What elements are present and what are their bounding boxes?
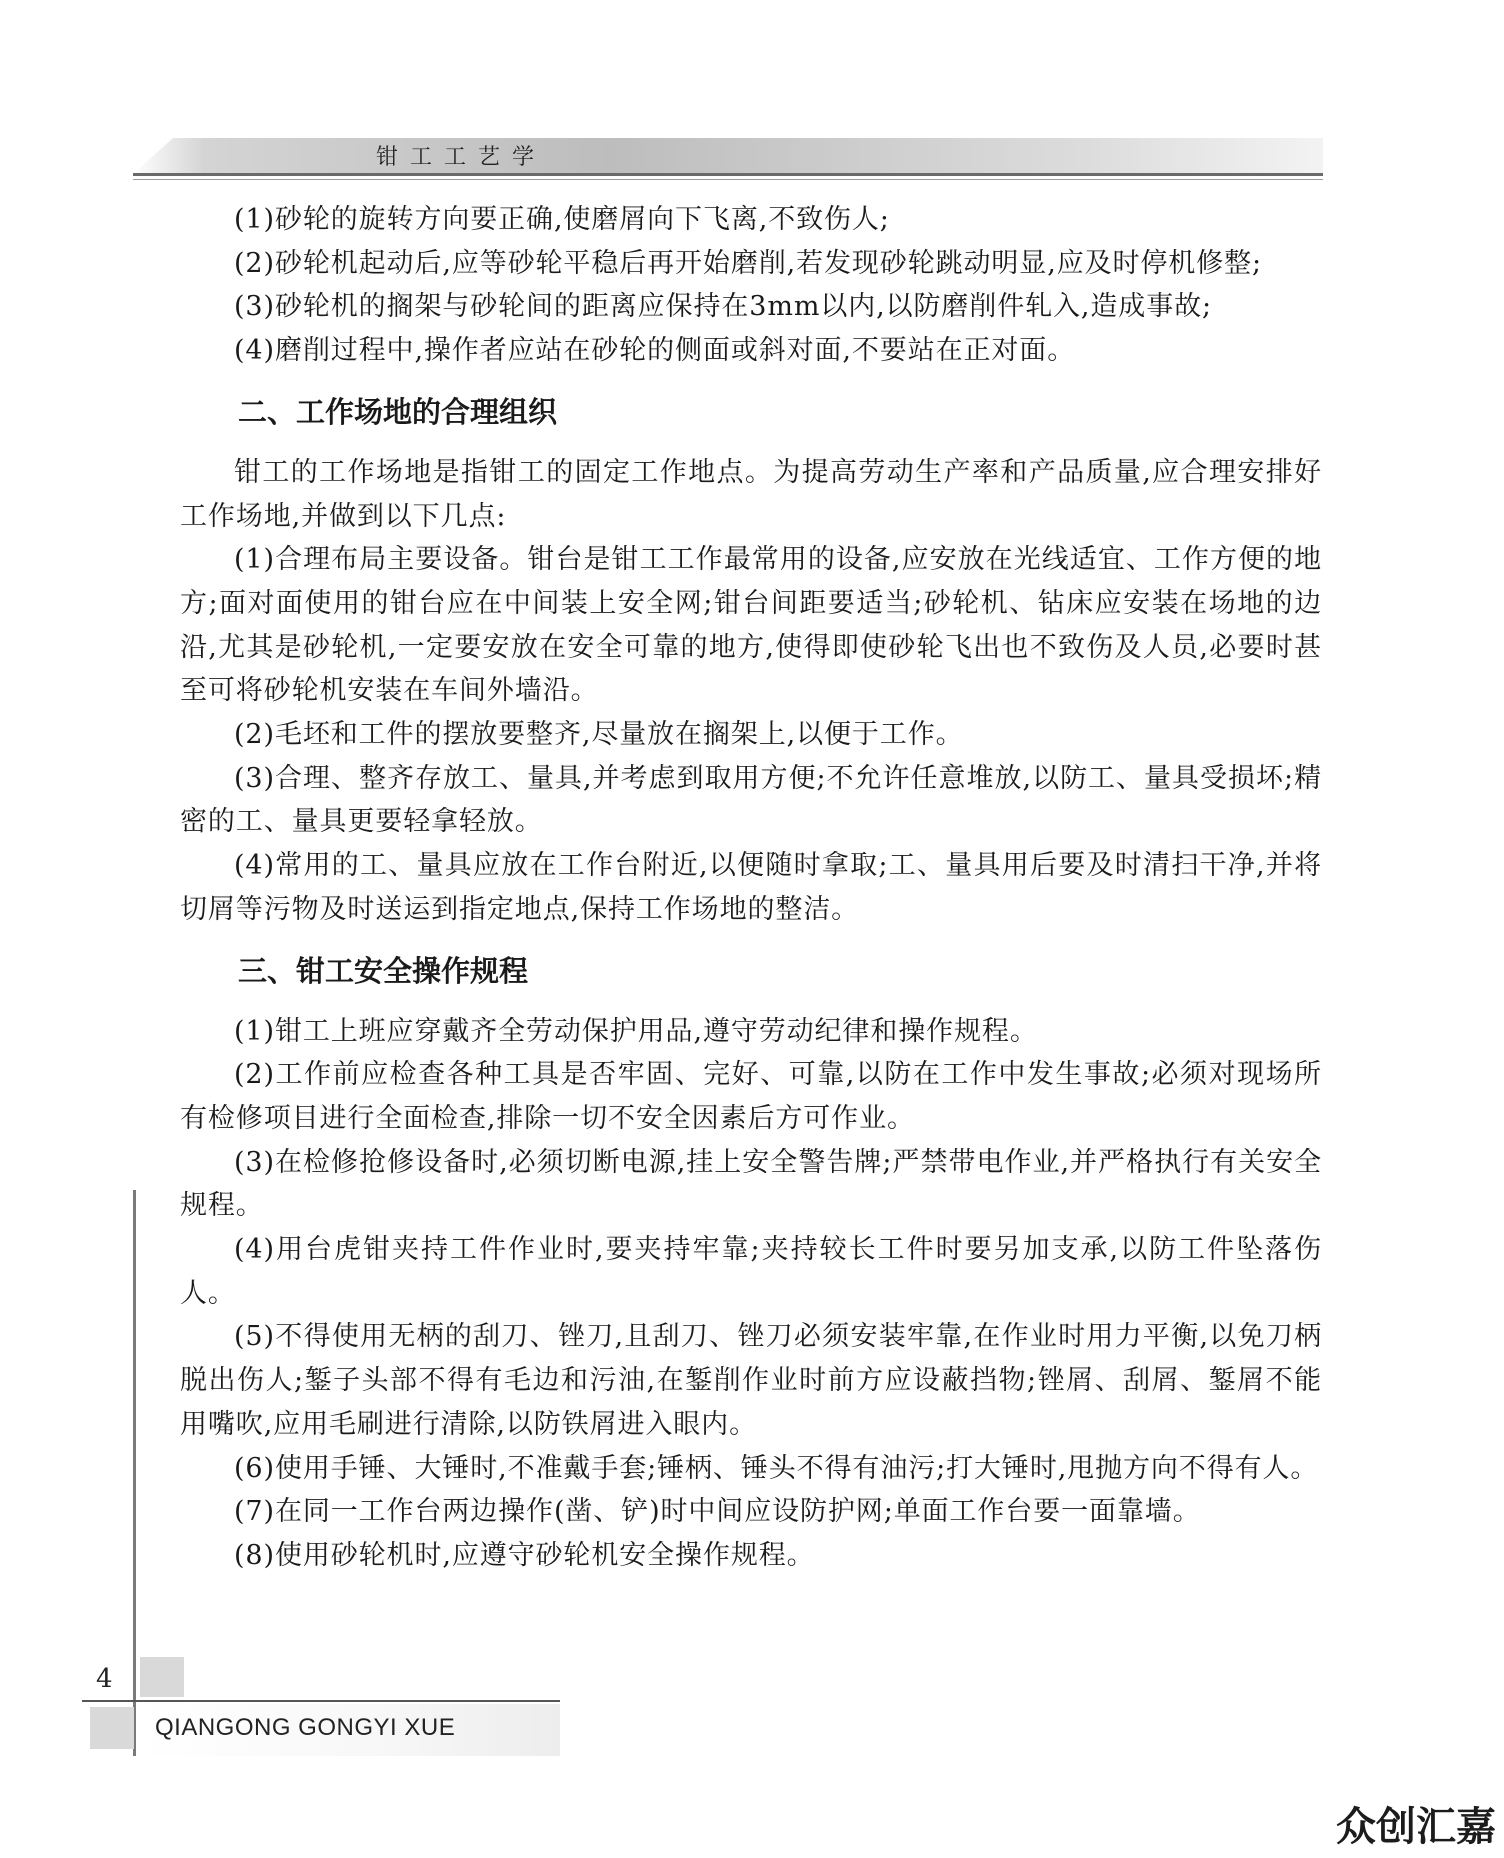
top-item-2: (2)砂轮机起动后,应等砂轮平稳后再开始磨削,若发现砂轮跳动明显,应及时停机修整; <box>234 247 1262 279</box>
top-item-3: (3)砂轮机的搁架与砂轮间的距离应保持在3mm以内,以防磨削件轧入,造成事故; <box>234 291 1212 323</box>
section3-item-5: (5)不得使用无柄的刮刀、锉刀,且刮刀、锉刀必须安装牢靠,在作业时用力平衡,以免刀柄脱出伤人;錾子头部不得有毛边和污油,在錾削作业时前方应设蔽挡物;锉屑、刮屑、錾屑不能用嘴吹,应用毛刷进行清除,以防铁屑进入眼内。 <box>180 1321 1322 1440</box>
footer-book-title: QIANGONG GONGYI XUE <box>155 1714 456 1741</box>
page-content <box>180 198 1322 1578</box>
top-item-1: (1)砂轮的旋转方向要正确,使磨屑向下飞离,不致伤人; <box>234 204 890 235</box>
section2-item-3: (3)合理、整齐存放工、量具,并考虑到取用方便;不允许任意堆放,以防工、量具受损坏;精密的工、量具更要轻拿轻放。 <box>180 762 1322 838</box>
section-heading-workplace: 二、工作场地的合理组织 <box>238 394 558 429</box>
section3-item-2: (2)工作前应检查各种工具是否牢固、完好、可靠,以防在工作中发生事故;必须对现场所有检修项目进行全面检查,排除一切不安全因素后方可作业。 <box>180 1059 1322 1134</box>
footer-rule <box>82 1700 560 1702</box>
section3-item-1: (1)钳工上班应穿戴齐全劳动保护用品,遵守劳动纪律和操作规程。 <box>234 1015 1038 1047</box>
section2-item-4: (4)常用的工、量具应放在工作台附近,以便随时拿取;工、量具用后要及时清扫干净,并将切屑等污物及时送运到指定地点,保持工作场地的整洁。 <box>180 850 1322 925</box>
section3-item-8: (8)使用砂轮机时,应遵守砂轮机安全操作规程。 <box>234 1539 815 1571</box>
section-heading-safety: 三、钳工安全操作规程 <box>238 953 529 988</box>
section3-item-6: (6)使用手锤、大锤时,不准戴手套;锤柄、锤头不得有油污;打大锤时,甩抛方向不得有人。 <box>234 1452 1319 1484</box>
section2-intro: 钳工的工作场地是指钳工的固定工作地点。为提高劳动生产率和产品质量,应合理安排好工作场地,并做到以下几点: <box>180 456 1322 532</box>
top-item-4: (4)磨削过程中,操作者应站在砂轮的侧面或斜对面,不要站在正对面。 <box>234 335 1076 367</box>
footer-decor-square <box>90 1707 134 1749</box>
page-number: 4 <box>96 1664 113 1694</box>
footer-decor-square <box>140 1657 184 1697</box>
header-band <box>133 138 1323 174</box>
section3-item-4: (4)用台虎钳夹持工件作业时,要夹持牢靠;夹持较长工件时要另加支承,以防工件坠落伤人。 <box>180 1234 1322 1309</box>
section3-item-3: (3)在检修抢修设备时,必须切断电源,挂上安全警告牌;严禁带电作业,并严格执行有关安全规程。 <box>180 1146 1322 1222</box>
running-title: 钳工工艺学 <box>376 145 547 170</box>
watermark-logo: 众创汇嘉 <box>1336 1804 1496 1850</box>
header-rule <box>133 173 1323 176</box>
section3-item-7: (7)在同一工作台两边操作(凿、铲)时中间应设防护网;单面工作台要一面靠墙。 <box>234 1496 1201 1528</box>
footer-vertical-rule <box>133 1190 136 1756</box>
section2-item-2: (2)毛坯和工件的摆放要整齐,尽量放在搁架上,以便于工作。 <box>234 719 964 751</box>
section2-item-1: (1)合理布局主要设备。钳台是钳工工作最常用的设备,应安放在光线适宜、工作方便的地方;面对面使用的钳台应在中间装上安全网;钳台间距要适当;砂轮机、钻床应安装在场地的边沿,尤其是砂轮机,一定要安放在安全可靠的地方,使得即使砂轮飞出也不致伤及人员,必要时甚至可将砂轮机安装在车间外墙沿。 <box>180 544 1322 707</box>
header-rule-thin <box>133 179 1323 180</box>
